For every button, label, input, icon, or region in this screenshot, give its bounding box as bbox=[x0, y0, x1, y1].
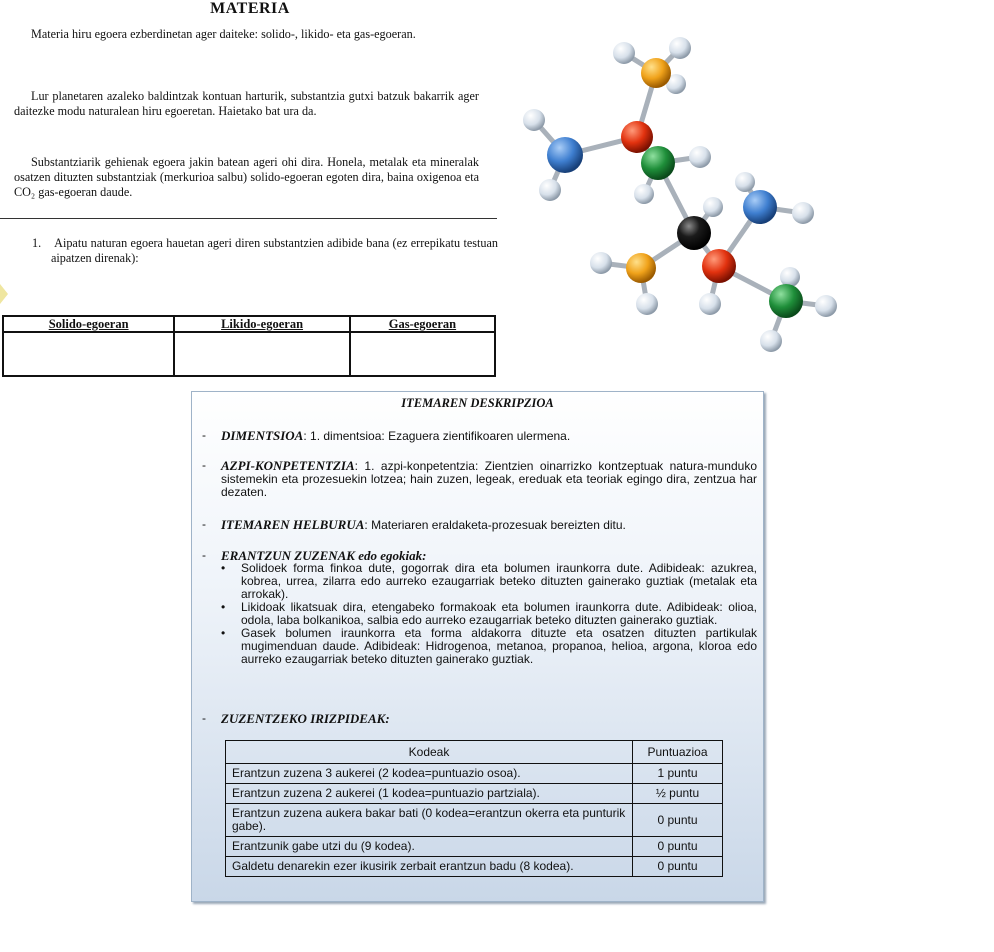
intro-paragraph-2: Lur planetaren azaleko baldintzak kontuan harturik, substantzia gutxi batzuk bakarrik ager daitezke modu naturalean hiru egoeretan. Haietako bat ura da. bbox=[14, 89, 479, 118]
answer-table-row bbox=[3, 332, 495, 376]
atom-hydrogen bbox=[735, 172, 755, 192]
paper-scrap-decoration bbox=[0, 284, 8, 304]
atom-hydrogen bbox=[760, 330, 782, 352]
question-1 bbox=[32, 236, 498, 266]
atom-hydrogen bbox=[689, 146, 711, 168]
answer-liquid: • Likidoak likatsuak dira, etengabeko formakoak eta bolumen iraunkorra dute. Adibideak: olioa, odola, laba bolkanikoa, salbia edo aurreko ezaugarriak beteko dituzten gainerako guztiak. bbox=[221, 601, 757, 627]
criteria-table bbox=[225, 740, 723, 877]
atom-red bbox=[621, 121, 653, 153]
dash-bullet: - bbox=[202, 428, 206, 442]
answers-label: ERANTZUN ZUZENAK edo egokiak: bbox=[221, 548, 427, 563]
subcompetence-item bbox=[202, 459, 757, 499]
criteria-label: ZUZENTZEKO IRIZPIDEAK: bbox=[221, 711, 390, 726]
atoms bbox=[523, 37, 837, 352]
dash-bullet: - bbox=[202, 458, 206, 472]
answers-item bbox=[202, 549, 757, 666]
header-score: Puntuazioa bbox=[633, 741, 723, 764]
criteria-score: 0 puntu bbox=[633, 857, 723, 877]
answer-solid: • Solidoek forma finkoa dute, gogorrak dira eta bolumen iraunkorra dute. Adibideak: azukrea, kobrea, urrea, zilarra edo aurreko ezaugarriak beteko dituzten gainerako guztiak (metalak eta arrokak). bbox=[221, 562, 757, 601]
criteria-code: Erantzunik gabe utzi du (9 kodea). bbox=[226, 837, 633, 857]
answer-table-header bbox=[3, 316, 495, 332]
criteria-code: Erantzun zuzena aukera bakar bati (0 kodea=erantzun okerra eta punturik gabe). bbox=[226, 804, 633, 837]
criteria-code: Erantzun zuzena 3 aukerei (2 kodea=puntuazio osoa). bbox=[226, 764, 633, 784]
criteria-header-row bbox=[226, 741, 723, 764]
atom-red bbox=[702, 249, 736, 283]
answers-list bbox=[221, 562, 757, 666]
question-number: 1. bbox=[32, 236, 42, 250]
subcompetence-text: : 1. azpi-konpetentzia: Zientzien oinarrizko kontzeptuak natura-munduko sistemekin eta prozesuekin lotzea; hain zuzen, legeak, ereduak eta teoriak egingo dira, zentzua har dezaten. bbox=[221, 459, 757, 499]
goal-label: ITEMAREN HELBURUA bbox=[221, 517, 365, 532]
dash-bullet: - bbox=[202, 548, 206, 562]
criteria-score: 0 puntu bbox=[633, 837, 723, 857]
table-row bbox=[226, 784, 723, 804]
atom-orange bbox=[641, 58, 671, 88]
subcompetence-label: AZPI-KONPETENTZIA bbox=[221, 458, 355, 473]
header-codes: Kodeak bbox=[226, 741, 633, 764]
answer-gas: • Gasek bolumen iraunkorra eta forma aldakorra dituzte eta osatzen dituzten partikulak mugimenduan daude. Adibideak: Hidrogenoa, metanoa, propanoa, helioa, argona, kloroa edo aurreko ezaugarriak beteko dituzten gainerako guztiak. bbox=[221, 627, 757, 666]
section-divider bbox=[0, 218, 497, 219]
intro-paragraph-1: Materia hiru egoera ezberdinetan ager daiteke: solido-, likido- eta gas-egoeran. bbox=[31, 27, 416, 41]
atom-blue bbox=[547, 137, 583, 173]
atom-hydrogen bbox=[780, 267, 800, 287]
goal-item bbox=[202, 518, 757, 532]
header-liquid: Likido-egoeran bbox=[174, 316, 350, 332]
dimension-text: : 1. dimentsioa: Ezaguera zientifikoaren ulermena. bbox=[303, 429, 571, 443]
atom-green bbox=[641, 146, 675, 180]
atom-hydrogen bbox=[669, 37, 691, 59]
criteria-code: Erantzun zuzena 2 aukerei (1 kodea=puntuazio partziala). bbox=[226, 784, 633, 804]
header-gas: Gas-egoeran bbox=[350, 316, 495, 332]
answer-cell-gas[interactable] bbox=[350, 332, 495, 376]
criteria-score: 0 puntu bbox=[633, 804, 723, 837]
atom-blue bbox=[743, 190, 777, 224]
atom-hydrogen bbox=[539, 179, 561, 201]
dimension-item bbox=[202, 429, 757, 443]
atom-hydrogen bbox=[792, 202, 814, 224]
atom-hydrogen bbox=[815, 295, 837, 317]
dash-bullet: - bbox=[202, 711, 206, 725]
atom-hydrogen bbox=[636, 293, 658, 315]
atom-green bbox=[769, 284, 803, 318]
header-solid: Solido-egoeran bbox=[3, 316, 174, 332]
table-row bbox=[226, 837, 723, 857]
criteria-item bbox=[202, 712, 757, 726]
item-description-box bbox=[191, 391, 764, 902]
page-title: MATERIA bbox=[210, 0, 290, 17]
atom-hydrogen bbox=[703, 197, 723, 217]
criteria-score: 1 puntu bbox=[633, 764, 723, 784]
criteria-code: Galdetu denarekin ezer ikusirik zerbait erantzun badu (8 kodea). bbox=[226, 857, 633, 877]
dash-bullet: - bbox=[202, 517, 206, 531]
atom-carbon bbox=[677, 216, 711, 250]
intro-paragraph-3: Substantziarik gehienak egoera jakin batean ageri ohi dira. Honela, metalak eta mineralak osatzen dituzten substantziak (merkurioa salbu) solido-egoeran egoten dira, baina oxigenoa eta CO₂ gas-egoeran daude. bbox=[14, 155, 479, 199]
dimension-label: DIMENTSIOA bbox=[221, 428, 304, 443]
table-row bbox=[226, 857, 723, 877]
answer-table bbox=[2, 315, 496, 377]
atom-hydrogen bbox=[699, 293, 721, 315]
criteria-score: ½ puntu bbox=[633, 784, 723, 804]
atom-orange bbox=[626, 253, 656, 283]
item-description-title: ITEMAREN DESKRIPZIOA bbox=[401, 396, 554, 410]
answer-cell-liquid[interactable] bbox=[174, 332, 350, 376]
goal-text: : Materiaren eraldaketa-prozesuak bereizten ditu. bbox=[364, 518, 626, 532]
table-row bbox=[226, 764, 723, 784]
molecule-illustration bbox=[520, 36, 850, 358]
atom-hydrogen bbox=[613, 42, 635, 64]
atom-hydrogen bbox=[523, 109, 545, 131]
atom-hydrogen bbox=[634, 184, 654, 204]
question-text: Aipatu naturan egoera hauetan ageri diren substantzien adibide bana (ez errepikatu testuan aipatzen direnak): bbox=[51, 236, 498, 265]
table-row bbox=[226, 804, 723, 837]
answer-cell-solid[interactable] bbox=[3, 332, 174, 376]
atom-hydrogen bbox=[590, 252, 612, 274]
